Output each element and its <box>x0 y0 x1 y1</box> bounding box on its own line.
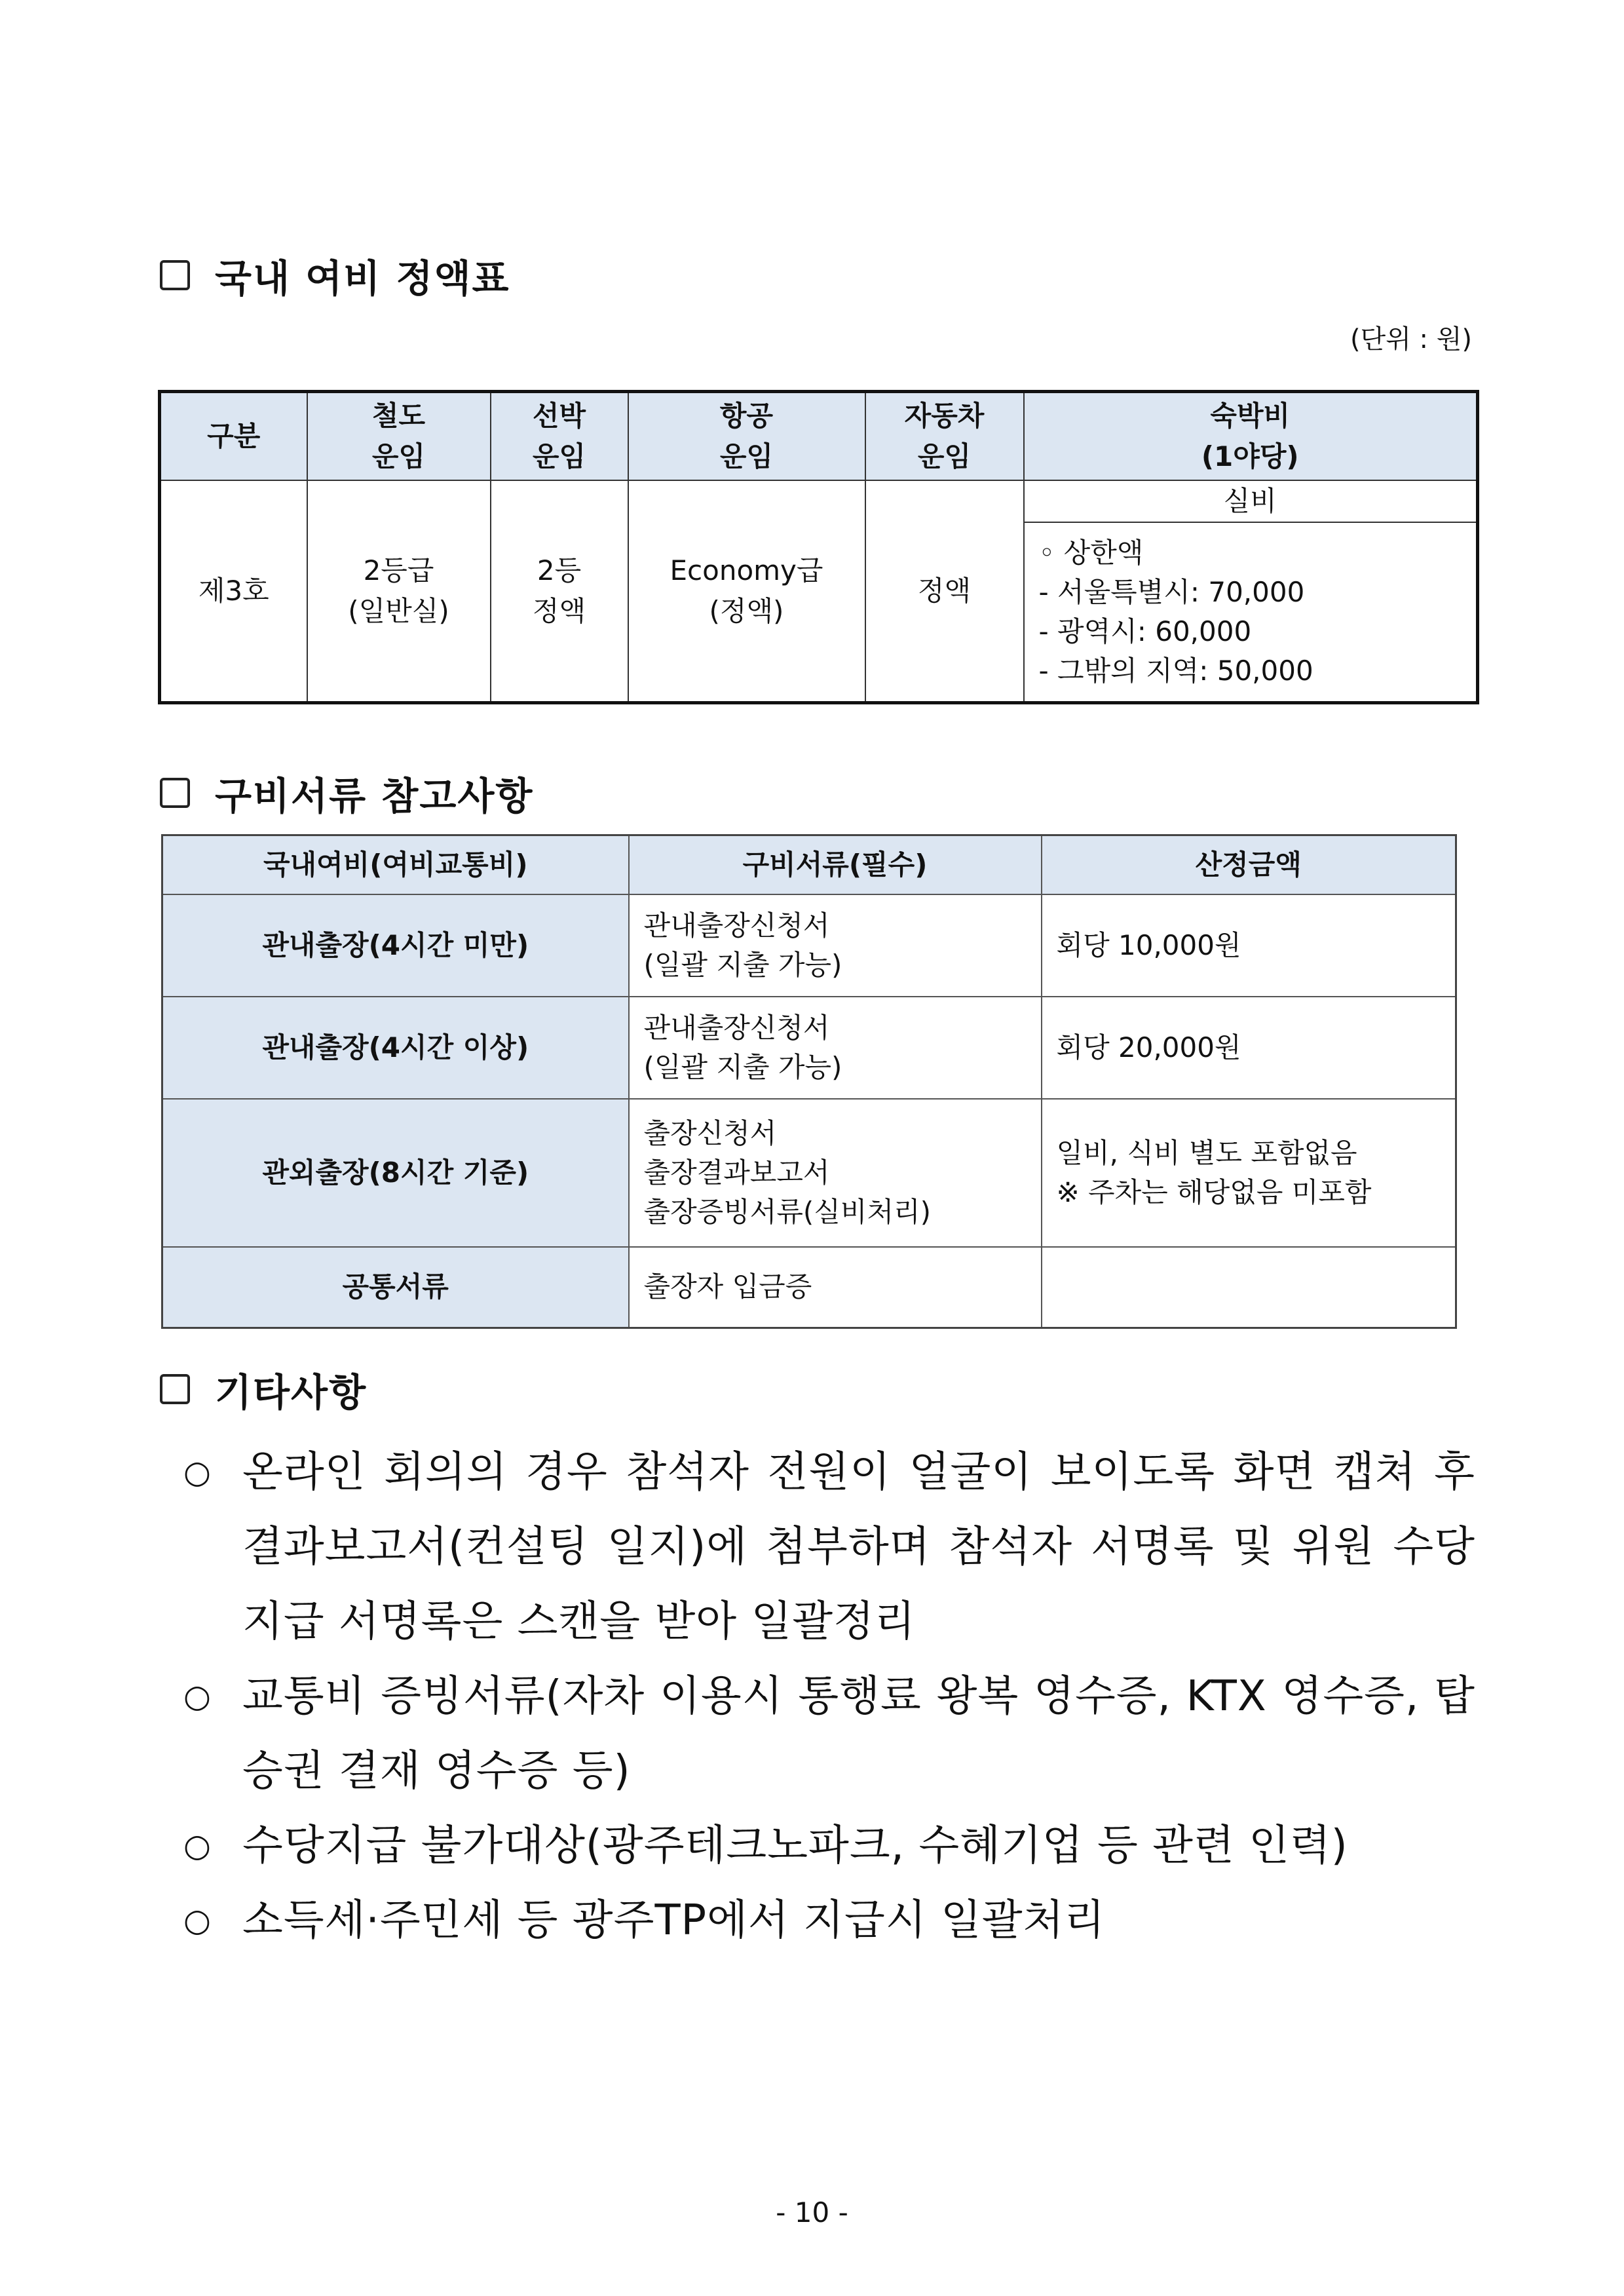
cell-car: 정액 <box>865 480 1024 703</box>
circle-bullet-icon: ○ <box>183 1454 212 1491</box>
unit-label: (단위 : 원) <box>1350 324 1472 354</box>
row-amount: 회당 20,000원 <box>1042 997 1456 1099</box>
header-lodging: 숙박비 (1야당) <box>1024 392 1478 481</box>
travel-rates-table <box>158 390 1479 704</box>
checkbox-square-icon <box>160 1374 190 1404</box>
section-title-text: 국내 여비 정액표 <box>215 256 510 301</box>
section-title-travel-rates <box>160 248 510 303</box>
header-travel-type: 국내여비(여비교통비) <box>162 835 629 894</box>
list-item: ○ 소득세·주민세 등 광주TP에서 지급시 일괄처리 <box>183 1883 1475 1958</box>
limit-title: ◦ 상한액 <box>1038 537 1144 569</box>
table-header-row <box>162 835 1456 894</box>
row-label: 관외출장(8시간 기준) <box>162 1099 629 1247</box>
table-row <box>162 1099 1456 1247</box>
section-title-text: 구비서류 참고사항 <box>215 774 534 818</box>
section-title-text: 기타사항 <box>215 1370 368 1415</box>
section-title-documents <box>160 765 533 820</box>
circle-bullet-icon: ○ <box>183 1678 212 1715</box>
required-documents-table <box>161 834 1457 1329</box>
table-row <box>162 894 1456 997</box>
checkbox-square-icon <box>160 778 190 808</box>
row-label: 공통서류 <box>162 1247 629 1328</box>
limit-seoul: - 서울특별시: 70,000 <box>1038 576 1305 608</box>
header-amount: 산정금액 <box>1042 835 1456 894</box>
cell-air: Economy급 (정액) <box>628 480 865 703</box>
table-row <box>162 997 1456 1099</box>
header-required-docs: 구비서류(필수) <box>629 835 1042 894</box>
header-rail: 철도 운임 <box>307 392 491 481</box>
row-docs: 관내출장신청서 (일괄 지출 가능) <box>629 894 1042 997</box>
checkbox-square-icon <box>160 260 190 290</box>
circle-bullet-icon: ○ <box>183 1902 212 1939</box>
limit-metro: - 광역시: 60,000 <box>1038 615 1252 647</box>
header-category: 구분 <box>160 392 307 481</box>
header-car: 자동차 운임 <box>865 392 1024 481</box>
circle-bullet-icon: ○ <box>183 1827 212 1864</box>
row-amount: 회당 10,000원 <box>1042 894 1456 997</box>
cell-grade: 제3호 <box>160 480 307 703</box>
section-title-misc <box>160 1362 367 1417</box>
row-amount: 일비, 식비 별도 포함없음 ※ 주차는 해당없음 미포함 <box>1042 1099 1456 1247</box>
row-label: 관내출장(4시간 미만) <box>162 894 629 997</box>
row-label: 관내출장(4시간 이상) <box>162 997 629 1099</box>
row-docs: 출장신청서 출장결과보고서 출장증빙서류(실비처리) <box>629 1099 1042 1247</box>
cell-rail: 2등급 (일반실) <box>307 480 491 703</box>
table-row <box>162 1247 1456 1328</box>
list-item: ○ 교통비 증빙서류(자차 이용시 통행료 왕복 영수증, KTX 영수증, 탑승권 결재 영수증 등) <box>183 1659 1475 1808</box>
header-air: 항공 운임 <box>628 392 865 481</box>
cell-lodging-actual: 실비 <box>1024 480 1478 522</box>
table-row <box>160 480 1478 522</box>
row-docs: 출장자 입금증 <box>629 1247 1042 1328</box>
notes-list <box>183 1435 1475 1958</box>
table-header-row <box>160 392 1478 481</box>
list-item: ○ 온라인 회의의 경우 참석자 전원이 얼굴이 보이도록 화면 캡쳐 후 결과보고서(컨설팅 일지)에 첨부하며 참석자 서명록 및 위원 수당 지급 서명록은 스캔을 받아 일괄정리 <box>183 1435 1475 1659</box>
cell-ship: 2등 정액 <box>491 480 628 703</box>
limit-other: - 그밖의 지역: 50,000 <box>1038 655 1313 687</box>
row-amount <box>1042 1247 1456 1328</box>
header-ship: 선박 운임 <box>491 392 628 481</box>
page-number: - 10 - <box>776 2196 848 2229</box>
cell-lodging-limits <box>1024 522 1478 703</box>
list-item: ○ 수당지급 불가대상(광주테크노파크, 수혜기업 등 관련 인력) <box>183 1808 1475 1883</box>
row-docs: 관내출장신청서 (일괄 지출 가능) <box>629 997 1042 1099</box>
